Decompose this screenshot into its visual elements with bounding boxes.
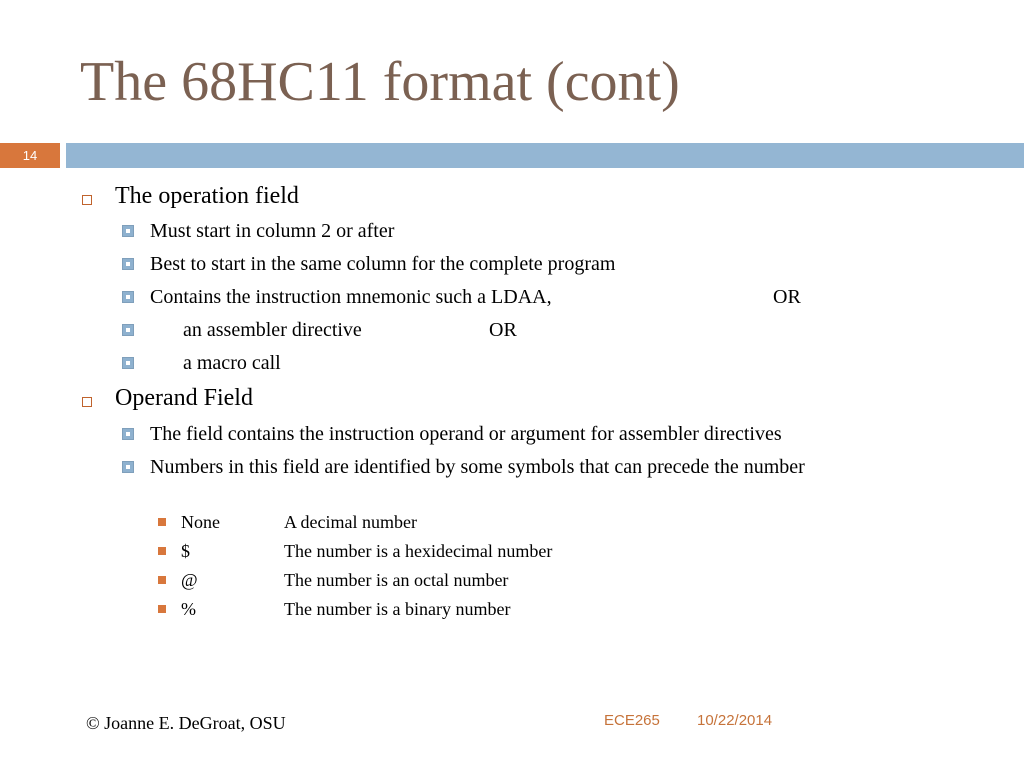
symbol-label: $ bbox=[181, 541, 190, 561]
symbol-label: @ bbox=[181, 570, 198, 590]
bullet-item: an assembler directive bbox=[183, 319, 362, 341]
framed-square-bullet-icon bbox=[122, 461, 134, 473]
filled-square-bullet-icon bbox=[158, 547, 166, 555]
framed-square-bullet-icon bbox=[122, 324, 134, 336]
bullet-item: Contains the instruction mnemonic such a LDAA, bbox=[150, 286, 552, 308]
bullet-item: Numbers in this field are identified by some symbols that can precede the number bbox=[150, 456, 805, 478]
slide-title: The 68HC11 format (cont) bbox=[80, 51, 680, 113]
bullet-item: a macro call bbox=[183, 352, 281, 374]
section-heading-operation-field: The operation field bbox=[115, 183, 299, 209]
symbol-label: % bbox=[181, 599, 196, 619]
framed-square-bullet-icon bbox=[122, 258, 134, 270]
hollow-square-bullet-icon bbox=[82, 397, 92, 407]
filled-square-bullet-icon bbox=[158, 518, 166, 526]
symbol-meaning: A decimal number bbox=[284, 512, 417, 532]
filled-square-bullet-icon bbox=[158, 576, 166, 584]
section-heading-operand-field: Operand Field bbox=[115, 385, 253, 411]
bullet-item-or: OR bbox=[489, 319, 517, 341]
symbol-meaning: The number is an octal number bbox=[284, 570, 509, 590]
framed-square-bullet-icon bbox=[122, 357, 134, 369]
symbol-label: None bbox=[181, 512, 220, 532]
slide-number-badge: 14 bbox=[0, 143, 60, 168]
hollow-square-bullet-icon bbox=[82, 195, 92, 205]
framed-square-bullet-icon bbox=[122, 428, 134, 440]
symbol-meaning: The number is a hexidecimal number bbox=[284, 541, 553, 561]
framed-square-bullet-icon bbox=[122, 291, 134, 303]
title-rule-bar bbox=[66, 143, 1024, 168]
footer-course: ECE265 bbox=[604, 712, 660, 729]
footer-date: 10/22/2014 bbox=[697, 712, 773, 729]
bullet-item-or: OR bbox=[773, 286, 801, 308]
bullet-item: The field contains the instruction operand or argument for assembler directives bbox=[150, 423, 782, 445]
framed-square-bullet-icon bbox=[122, 225, 134, 237]
bullet-item: Best to start in the same column for the complete program bbox=[150, 253, 616, 275]
bullet-item: Must start in column 2 or after bbox=[150, 220, 395, 242]
filled-square-bullet-icon bbox=[158, 605, 166, 613]
symbol-meaning: The number is a binary number bbox=[284, 599, 511, 619]
footer-author: © Joanne E. DeGroat, OSU bbox=[86, 713, 286, 733]
